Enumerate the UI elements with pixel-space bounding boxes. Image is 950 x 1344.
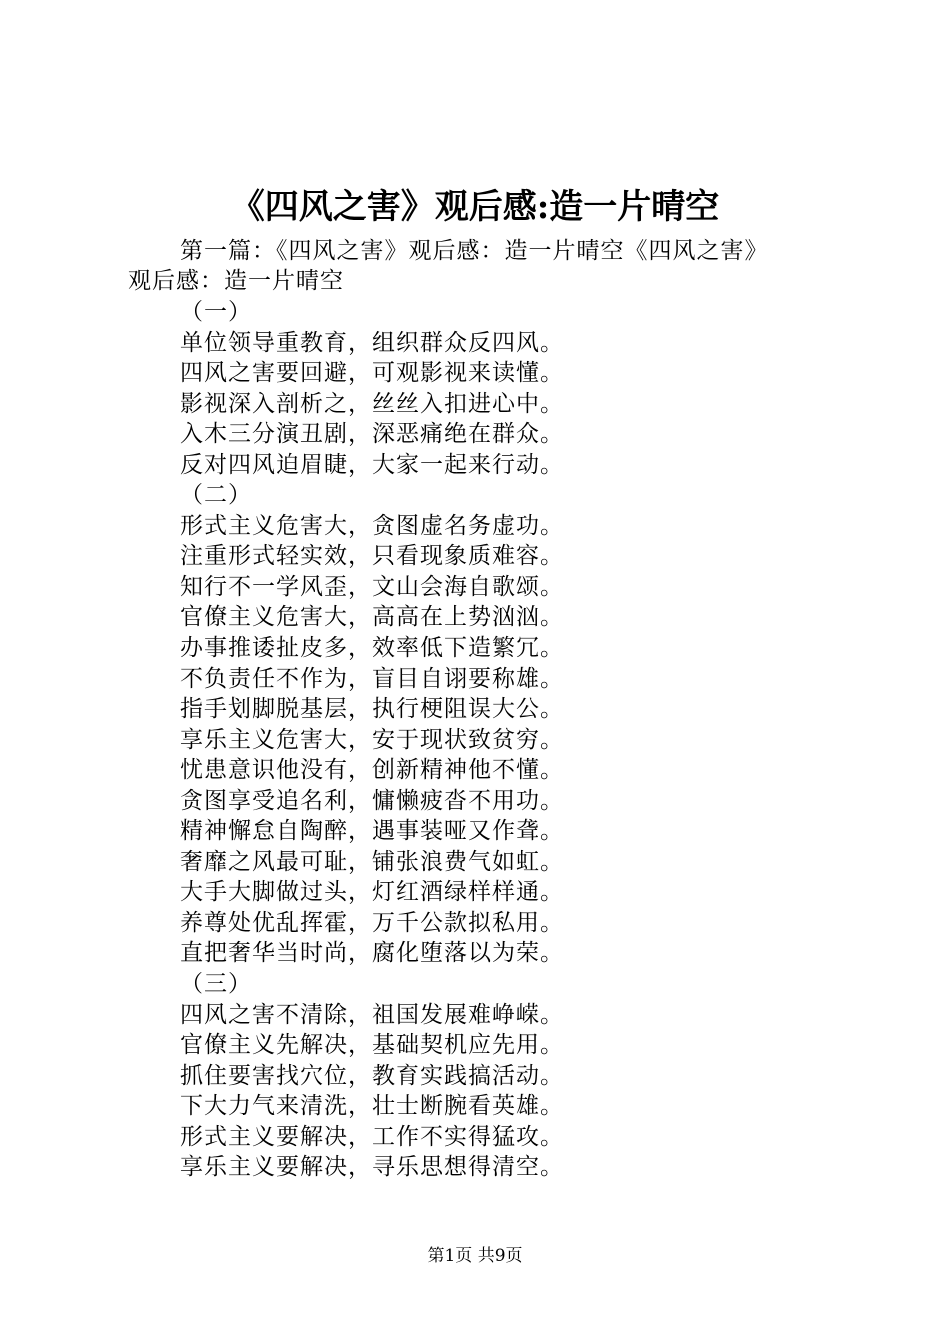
intro-line-1: 第一篇：《四风之害》观后感：造一片晴空《四风之害》 (180, 238, 769, 264)
poem-line: 形式主义危害大，贪图虚名务虚功。 (180, 512, 564, 539)
poem-line: 四风之害不清除，祖国发展难峥嵘。 (180, 1001, 564, 1028)
poem-line: 四风之害要回避，可观影视来读懂。 (180, 360, 564, 387)
poem-line: 抓住要害找穴位，教育实践搞活动。 (180, 1062, 564, 1089)
poem-line: 影视深入剖析之，丝丝入扣进心中。 (180, 390, 564, 417)
poem-line: 指手划脚脱基层，执行梗阻误大公。 (180, 696, 564, 723)
poem-line: 享乐主义要解决，寻乐思想得清空。 (180, 1154, 564, 1181)
intro-line-2: 观后感：造一片晴空 (128, 268, 344, 294)
page-footer: 第1页 共9页 (427, 1246, 523, 1266)
poem-line: 不负责任不作为，盲目自诩要称雄。 (180, 665, 564, 692)
poem-line: 知行不一学风歪，文山会海自歌颂。 (180, 573, 564, 600)
poem-line: 注重形式轻实效，只看现象质难容。 (180, 543, 564, 570)
poem-line: 形式主义要解决，工作不实得猛攻。 (180, 1123, 564, 1150)
poem-line: 精神懈怠自陶醉，遇事装哑又作聋。 (180, 818, 564, 845)
poem-line: 贪图享受追名利，慵懒疲沓不用功。 (180, 787, 564, 814)
poem-line: 入木三分演丑剧，深恶痛绝在群众。 (180, 421, 564, 448)
poem-line: 官僚主义先解决，基础契机应先用。 (180, 1032, 564, 1059)
section-heading: （二） (180, 482, 252, 509)
poem-line: 享乐主义危害大，安于现状致贫穷。 (180, 726, 564, 753)
poem-line: 奢靡之风最可耻，铺张浪费气如虹。 (180, 848, 564, 875)
section-heading: （一） (180, 299, 252, 325)
poem-body (180, 297, 740, 1183)
poem-line: 单位领导重教育，组织群众反四风。 (180, 329, 564, 356)
poem-line: 办事推诿扯皮多，效率低下造繁冗。 (180, 635, 564, 662)
section-heading: （三） (180, 971, 252, 998)
document-title: 《四风之害》观后感:造一片晴空 (230, 187, 720, 227)
poem-line: 忧患意识他没有，创新精神他不懂。 (180, 757, 564, 784)
poem-line: 官僚主义危害大，高高在上势汹汹。 (180, 604, 564, 631)
poem-line: 下大力气来清洗，壮士断腕看英雄。 (180, 1093, 564, 1120)
poem-line: 反对四风迫眉睫，大家一起来行动。 (180, 451, 564, 478)
poem-line: 直把奢华当时尚，腐化堕落以为荣。 (180, 940, 564, 967)
poem-line: 养尊处优乱挥霍，万千公款拟私用。 (180, 909, 564, 936)
poem-line: 大手大脚做过头，灯红酒绿样样通。 (180, 879, 564, 906)
intro-paragraph (128, 236, 848, 296)
